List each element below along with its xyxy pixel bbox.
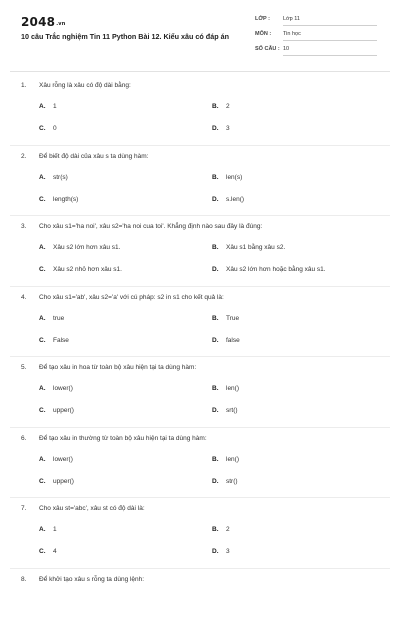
option-text: 3	[226, 548, 230, 555]
question-item	[0, 292, 400, 363]
option-letter: A.	[39, 385, 53, 392]
meta-label: SỐ CÂU :	[255, 46, 280, 52]
option-text: upper()	[53, 478, 74, 485]
option-text: length(s)	[53, 196, 78, 203]
question-item	[0, 574, 400, 644]
answer-option[interactable]	[39, 244, 120, 251]
option-text: 1	[53, 526, 57, 533]
option-letter: B.	[212, 526, 226, 533]
answer-option[interactable]	[212, 337, 240, 344]
option-text: 1	[53, 103, 57, 110]
option-letter: D.	[212, 478, 226, 485]
option-letter: A.	[39, 315, 53, 322]
answer-option[interactable]	[39, 385, 73, 392]
option-letter: C.	[39, 196, 53, 203]
question-number: 4.	[21, 294, 26, 301]
answer-option[interactable]	[39, 407, 74, 414]
option-letter: A.	[39, 526, 53, 533]
option-letter: B.	[212, 315, 226, 322]
answer-option[interactable]	[212, 456, 239, 463]
option-text: lower()	[53, 385, 73, 392]
answer-option[interactable]	[212, 174, 242, 181]
option-text: Xâu s1 bằng xâu s2.	[226, 244, 285, 251]
question-number: 6.	[21, 435, 26, 442]
answer-option[interactable]	[39, 125, 57, 132]
meta-value: 10	[283, 46, 377, 56]
question-item	[0, 151, 400, 222]
option-letter: D.	[212, 407, 226, 414]
answer-option[interactable]	[212, 478, 238, 485]
option-text: str(s)	[53, 174, 68, 181]
meta-row-class	[255, 16, 380, 31]
option-letter: D.	[212, 125, 226, 132]
option-letter: C.	[39, 548, 53, 555]
option-letter: A.	[39, 174, 53, 181]
option-text: true	[53, 315, 64, 322]
option-text: 3	[226, 125, 230, 132]
option-text: len()	[226, 385, 239, 392]
question-number: 5.	[21, 364, 26, 371]
option-letter: D.	[212, 266, 226, 273]
question-number: 2.	[21, 153, 26, 160]
option-text: false	[226, 337, 240, 344]
answer-option[interactable]	[39, 103, 57, 110]
option-text: len()	[226, 456, 239, 463]
question-number: 8.	[21, 576, 26, 583]
option-letter: C.	[39, 125, 53, 132]
option-text: lower()	[53, 456, 73, 463]
option-text: 0	[53, 125, 57, 132]
question-text: Để tạo xâu in hoa từ toàn bộ xâu hiện tại ta dùng hàm:	[39, 364, 384, 371]
question-text: Để tạo xâu in thường từ toàn bộ xâu hiện tại ta dùng hàm:	[39, 435, 384, 442]
answer-option[interactable]	[212, 125, 230, 132]
option-text: s.len()	[226, 196, 244, 203]
option-letter: A.	[39, 244, 53, 251]
meta-row-subject	[255, 31, 380, 46]
question-number: 1.	[21, 82, 26, 89]
answer-option[interactable]	[39, 548, 57, 555]
meta-label: LỚP :	[255, 16, 270, 22]
question-item	[0, 80, 400, 151]
meta-row-count	[255, 46, 380, 61]
answer-option[interactable]	[39, 456, 73, 463]
option-letter: B.	[212, 385, 226, 392]
option-letter: A.	[39, 456, 53, 463]
question-text: Cho xâu st='abc', xâu st có độ dài là:	[39, 505, 384, 512]
answer-option[interactable]	[212, 103, 230, 110]
answer-option[interactable]	[212, 548, 230, 555]
answer-option[interactable]	[212, 244, 285, 251]
option-letter: B.	[212, 456, 226, 463]
answer-option[interactable]	[39, 174, 68, 181]
question-text: Cho xâu s1='ab', xâu s2='a' với cú pháp: s2 in s1 cho kết quả là:	[39, 294, 384, 301]
answer-option[interactable]	[212, 266, 326, 273]
option-letter: D.	[212, 548, 226, 555]
answer-option[interactable]	[212, 315, 239, 322]
answer-option[interactable]	[212, 526, 230, 533]
option-letter: C.	[39, 266, 53, 273]
option-text: upper()	[53, 407, 74, 414]
option-text: Xâu s2 lớn hơn xâu s1.	[53, 244, 120, 251]
option-text: True	[226, 315, 239, 322]
answer-option[interactable]	[212, 407, 238, 414]
answer-option[interactable]	[39, 526, 57, 533]
answer-option[interactable]	[212, 385, 239, 392]
option-text: 4	[53, 548, 57, 555]
option-text: False	[53, 337, 69, 344]
option-letter: D.	[212, 337, 226, 344]
option-text: srt()	[226, 407, 238, 414]
answer-option[interactable]	[39, 196, 78, 203]
option-text: Xâu s2 lớn hơn hoặc bằng xâu s1.	[226, 266, 326, 273]
question-item	[0, 362, 400, 433]
question-number: 7.	[21, 505, 26, 512]
answer-option[interactable]	[39, 266, 122, 273]
option-text: 2	[226, 103, 230, 110]
header-divider	[10, 71, 390, 72]
option-letter: A.	[39, 103, 53, 110]
logo-suffix: .vn	[56, 21, 65, 27]
document-title: 10 câu Trắc nghiệm Tin 11 Python Bài 12. Kiểu xâu có đáp án	[21, 32, 243, 42]
question-item	[0, 503, 400, 574]
option-text: len(s)	[226, 174, 242, 181]
meta-label: MÔN :	[255, 31, 271, 37]
option-text: str()	[226, 478, 238, 485]
question-text: Để biết độ dài của xâu s ta dùng hàm:	[39, 153, 384, 160]
answer-option[interactable]	[39, 478, 74, 485]
question-item	[0, 433, 400, 504]
worksheet-header	[0, 0, 400, 68]
site-logo[interactable]	[21, 15, 66, 29]
question-text: Để khởi tạo xâu s rỗng ta dùng lệnh:	[39, 576, 384, 583]
option-text: 2	[226, 526, 230, 533]
answer-option[interactable]	[39, 337, 69, 344]
answer-option[interactable]	[39, 315, 64, 322]
question-text: Xâu rỗng là xâu có độ dài bằng:	[39, 82, 384, 89]
option-letter: C.	[39, 337, 53, 344]
question-text: Cho xâu s1='ha noi', xâu s2='ha noi cua toi'. Khẳng định nào sau đây là đúng:	[39, 223, 384, 230]
logo-text: 2048	[21, 15, 55, 29]
question-list	[0, 80, 400, 644]
option-letter: B.	[212, 174, 226, 181]
option-letter: B.	[212, 244, 226, 251]
meta-info	[255, 16, 380, 61]
question-item	[0, 221, 400, 292]
option-text: Xâu s2 nhỏ hơn xâu s1.	[53, 266, 122, 273]
option-letter: C.	[39, 407, 53, 414]
answer-option[interactable]	[212, 196, 244, 203]
option-letter: D.	[212, 196, 226, 203]
option-letter: B.	[212, 103, 226, 110]
meta-value: Lớp 11	[283, 16, 377, 26]
question-number: 3.	[21, 223, 26, 230]
option-letter: C.	[39, 478, 53, 485]
meta-value: Tin học	[283, 31, 377, 41]
